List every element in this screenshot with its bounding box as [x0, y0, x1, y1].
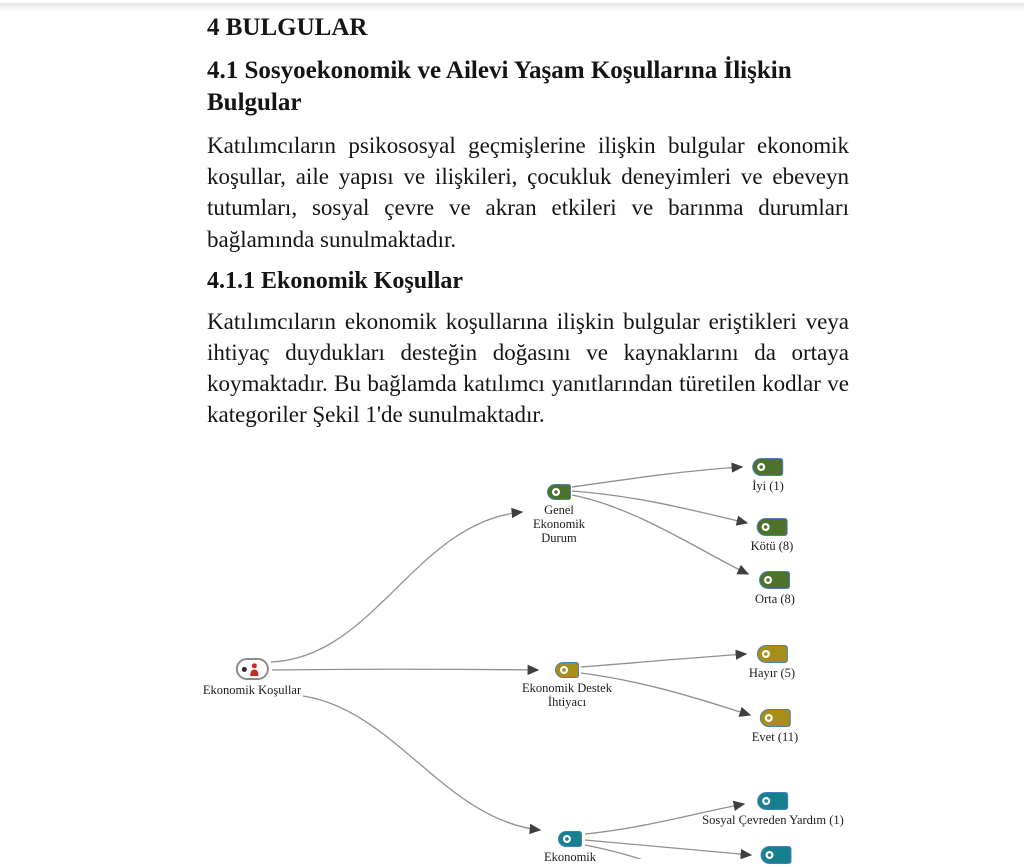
section-heading: 4 BULGULAR [207, 14, 368, 41]
node-label: Ekonomik [543, 850, 597, 864]
paragraph-ekonomik: Katılımcıların ekonomik koşullarına ilişkin bulgular eriştikleri veya ihtiyaç duydukları desteğin doğasını ve kaynaklarını da ortaya koymaktadır. Bu bağlamda katılımcı yanıtlarından türetilen kodlar ve kategoriler Şekil 1'de sunulmaktadır. [207, 308, 849, 428]
subsubsection-heading: 4.1.1 Ekonomik Koşullar [207, 267, 464, 294]
code-dot-icon [552, 488, 560, 496]
code-dot-icon [761, 523, 769, 531]
code-icon [756, 645, 787, 663]
node-label: Orta (8) [755, 592, 795, 606]
subsection-heading: 4.1 Sosyoekonomik ve Ailevi Yaşam Koşullarına İlişkin Bulgular [207, 56, 792, 117]
code-icon [753, 458, 784, 476]
node-sosyal-cevreden-yardim [702, 792, 844, 827]
node-label: Sosyal Çevreden Yardım (1) [702, 813, 844, 827]
code-dot-icon [764, 576, 772, 584]
code-dot-icon [761, 650, 769, 658]
code-icon [555, 662, 579, 678]
node-teal-leaf-clipped [761, 846, 792, 867]
code-icon [759, 571, 790, 589]
node-orta [755, 571, 795, 606]
node-evet [752, 709, 798, 744]
code-icon [761, 846, 792, 864]
code-dot-icon [763, 797, 771, 805]
person-icon [248, 663, 259, 676]
code-dot-icon [560, 666, 568, 674]
node-ekonomik-kosullar-root [203, 658, 301, 697]
node-ekonomik-category-bottom [544, 831, 596, 864]
code-dot-icon [758, 463, 766, 471]
code-dot-icon [765, 714, 773, 722]
node-genel-ekonomik-durum [528, 484, 590, 545]
code-icon [558, 831, 582, 847]
node-kotu [751, 518, 794, 553]
node-label: Ekonomik Destek İhtiyacı [522, 681, 612, 709]
node-label: Kötü (8) [750, 539, 794, 553]
root-dot-icon [241, 667, 246, 672]
code-icon [760, 709, 791, 727]
node-label: Ekonomik Koşullar [202, 683, 302, 697]
code-icon [758, 792, 789, 810]
node-hayir [749, 645, 795, 680]
text-column [207, 8, 849, 443]
node-label: İyi (1) [752, 479, 784, 493]
code-dot-icon [563, 835, 571, 843]
node-label: Hayır (5) [748, 666, 796, 680]
node-label: Evet (11) [751, 730, 799, 744]
node-iyi [752, 458, 784, 493]
root-code-icon [235, 658, 268, 680]
code-dot-icon [766, 851, 774, 859]
code-icon [547, 484, 571, 500]
code-icon [756, 518, 787, 536]
node-label: Genel Ekonomik Durum [532, 503, 586, 545]
node-ekonomik-destek-ihtiyaci [515, 662, 619, 709]
paragraph-psikososyal: Katılımcıların psikososyal geçmişlerine ilişkin bulgular ekonomik koşullar, aile yapısı ve ilişkileri, çocukluk deneyimleri ve ebeveyn tutumları, sosyal çevre ve akran etkileri ve barınma durumları bağlamında sunulmaktadır. [207, 132, 849, 252]
